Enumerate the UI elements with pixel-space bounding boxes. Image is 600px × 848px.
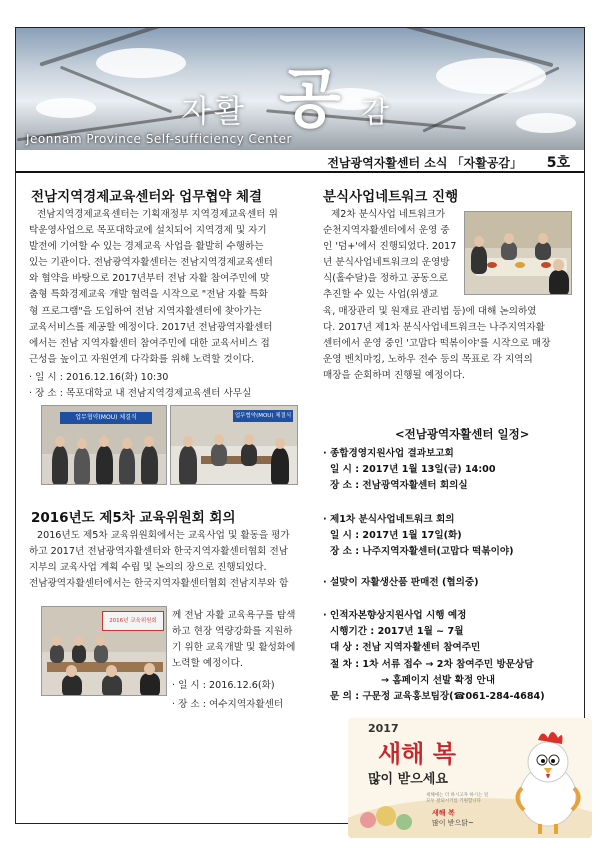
schedule-item-detail: 절 차 : 1차 서류 접수 → 2차 참여주민 방문상담	[330, 658, 534, 670]
committee-photo	[41, 606, 167, 696]
article2-side-line: 노력할 예정이다.	[172, 658, 243, 670]
article3-line: 매장을 순회하며 진행될 예정이다.	[323, 370, 465, 382]
mou-photo-1-banner: 업무협약(MOU) 체결식	[60, 412, 152, 424]
article3-side-text	[323, 207, 463, 304]
article1-body	[29, 207, 306, 368]
article1-date: · 일 시 : 2016.12.16(화) 10:30	[29, 372, 169, 383]
new-year-card	[348, 718, 592, 838]
mou-photo-2	[170, 405, 298, 485]
article3-line: 육, 매장관리 및 원재료 관리법 등)에 대해 논의하였	[323, 306, 537, 317]
schedule-item-detail: 대 상 : 전남 지역자활센터 참여주민	[330, 642, 481, 654]
title-part1: 자활	[181, 94, 247, 130]
schedule-item-detail: 장 소 : 전남광역자활센터 회의실	[330, 480, 468, 492]
flower-decoration	[356, 798, 416, 834]
card-greeting-2: 많이 받으세요	[368, 772, 448, 787]
article3-side-line: 인 '덤+'에서 진행되었다. 2017	[323, 241, 457, 253]
issue-bar	[16, 151, 584, 173]
schedule-item-4	[323, 608, 545, 705]
article1-line: 전남지역경제교육센터는 기획재정부 지역경제교육센터 위	[37, 209, 278, 220]
article3-side-line: 년 분식사업네트워크의 운영방	[323, 257, 450, 269]
schedule-item-3	[323, 575, 479, 591]
title-part3: 감	[361, 95, 390, 129]
article2-line: 전남광역자활센터에서는 한국지역자활센터협회 전남지부와 함	[29, 578, 289, 590]
article2-title: 2016년도 제5차 교육위원회 회의	[31, 510, 236, 526]
committee-photo-banner: 2016년 교육위원회	[102, 611, 164, 631]
schedule-item-name: · 인적자본향상지원사업 시행 예정	[323, 610, 467, 621]
header-banner	[16, 28, 584, 150]
article1-line: 탁운영사업으로 목포대학교에 설치되어 지역경제 및 자기	[29, 225, 267, 237]
schedule-item-detail: 시행기간 : 2017년 1월 ~ 7월	[330, 626, 464, 638]
article2-line: 하고 2017년 전남광역자활센터와 한국지역자활센터협회 전남	[29, 546, 289, 558]
card-greeting-1: 새해 복	[378, 739, 456, 768]
article3-body	[323, 304, 578, 384]
article1-title: 전남지역경제교육센터와 업무협약 체결	[31, 189, 263, 205]
card-year: 2017	[368, 722, 399, 735]
schedule-item-name: · 제1차 분식사업네트워크 회의	[323, 514, 455, 525]
schedule-item-detail: 장 소 : 나주지역자활센터(고맙다 떡볶이야)	[330, 546, 514, 558]
issue-number: 5호	[546, 155, 570, 171]
card-small-b: 모두 잘되시기를 기원합니다	[426, 799, 482, 804]
article1-line: 에서는 전남 지역자활센터 참여주민에 대한 교육서비스 접	[29, 337, 270, 349]
article2-side-line: 기 위한 교육개발 및 활성화에	[172, 642, 296, 654]
mou-photo-1	[41, 405, 167, 485]
schedule-item-2	[323, 512, 514, 561]
network-photo	[464, 211, 572, 295]
rooster-illustration	[508, 724, 588, 836]
article2-side-line: 께 전남 자활 교육욕구를 탐색	[172, 610, 296, 621]
banner-subtitle: Jeonnam Province Self-sufficiency Center	[26, 132, 292, 146]
schedule-item-name: · 설맞이 자활생산품 판매전 (협의중)	[323, 577, 479, 588]
schedule-item-detail: 일 시 : 2017년 1월 13일(금) 14:00	[330, 464, 496, 476]
article2-line: 2016년도 제5차 교육위원회에서는 교육사업 및 활동을 평가	[37, 530, 290, 541]
card-small-d: 많이 받으닭~	[432, 819, 474, 827]
issue-text: 전남광역자활센터 소식 「자활공감」	[327, 156, 522, 170]
article1-line: 와 협약을 바탕으로 2017년부터 전남 자활 참여주민에 맞	[29, 273, 270, 285]
schedule-item-detail: → 홈페이지 선발 확정 안내	[381, 674, 496, 686]
article1-line: 발전에 기여할 수 있는 경제교육 사업을 활발히 수행하는	[29, 241, 264, 253]
article2-side-line: 하고 현장 역량강화를 지원하	[172, 626, 293, 638]
article3-side-line: 순천지역자활센터에서 운영 중	[323, 225, 450, 237]
article2-side-text	[172, 608, 308, 672]
schedule-item-name: · 종합경영지원사업 결과보고회	[323, 448, 454, 459]
card-small-a: 새해에는 더 하시고자 하시는 일	[426, 793, 489, 798]
article1-line: 교육서비스를 제공할 예정이다. 2017년 전남광역자활센터	[29, 321, 273, 333]
mou-photo-2-banner: 업무협약(MOU) 체결식	[233, 410, 293, 422]
article3-side-line: 추진할 수 있는 사업(위생교	[323, 289, 438, 301]
article1-place: · 장 소 : 목포대학교 내 전남지역경제교육센터 사무실	[29, 388, 252, 399]
newsletter-page	[15, 27, 585, 827]
article3-line: 운영 벤치마킹, 노하우 전수 등의 목표로 각 지역의	[323, 354, 533, 366]
article3-line: 센터에서 운영 중인 '고맙다 떡볶이야'를 시작으로 매장	[323, 338, 551, 350]
article1-line: 근성을 높이고 자원연계 다각화를 위해 노력할 것이다.	[29, 353, 255, 365]
schedule-item-1	[323, 446, 496, 495]
article1-line: 춤형 특화경제교육 개발 협력을 시작으로 "전남 자활 특화	[29, 289, 268, 301]
schedule-item-detail: 문 의 : 구문정 교육홍보팀장(☎061-284-4684)	[330, 691, 545, 703]
article2-line: 지부의 교육사업 계획 수립 및 논의의 장으로 진행되었다.	[29, 562, 267, 574]
article2-place: · 장 소 : 여수지역자활센터	[172, 699, 284, 710]
article2-date: · 일 시 : 2016.12.6(화)	[172, 680, 275, 691]
schedule-item-detail: 일 시 : 2017년 1월 17일(화)	[330, 530, 462, 542]
article3-side-line: 식(홀수달)을 정하고 공동으로	[323, 273, 448, 285]
article3-side-line: 제2차 분식사업 네트워크가	[331, 209, 446, 220]
article1-line: 있는 기관이다. 전남광역자활센터는 전남지역경제교육센터	[29, 257, 273, 269]
schedule-title: <전남광역자활센터 일정>	[395, 427, 530, 441]
article1-line: 형 프로그램"을 도입하여 전남 지역자활센터에 찾아가는	[29, 305, 262, 317]
title-part2: 공	[279, 62, 341, 137]
article2-body	[29, 528, 309, 592]
card-small-c: 새해 복	[432, 809, 455, 817]
article3-line: 다. 2017년 제1차 분식사업네트워크는 나주지역자활	[323, 322, 545, 334]
article3-title: 분식사업네트워크 진행	[323, 189, 459, 205]
